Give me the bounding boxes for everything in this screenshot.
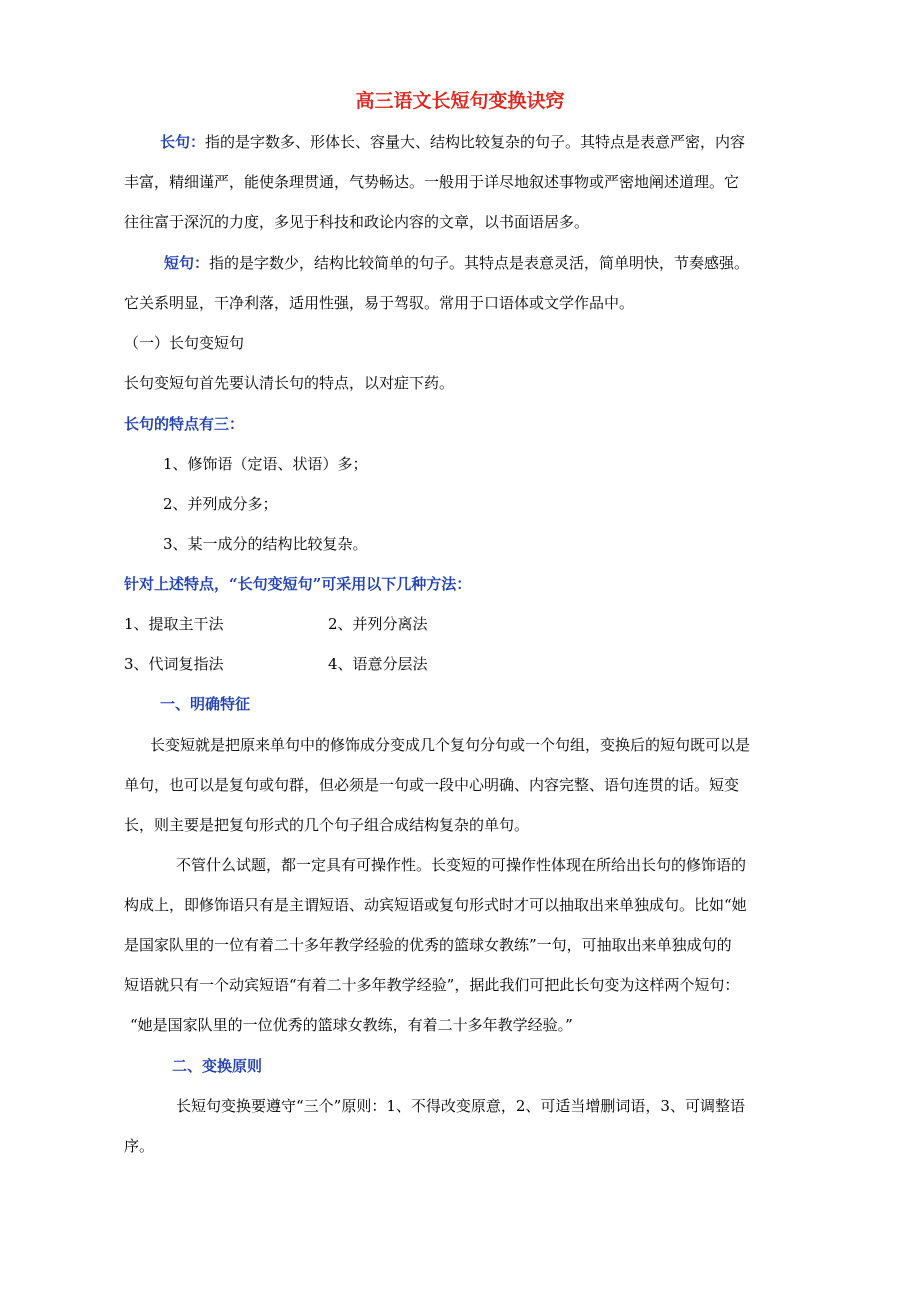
part1-para2-line: 短语就只有一个动宾短语“有着二十多年教学经验”，据此我们可把此长句变为这样两个短句： bbox=[124, 976, 740, 994]
features-heading: 长句的特点有三： bbox=[124, 415, 245, 433]
method-item: 4、语意分层法 bbox=[328, 655, 428, 673]
part1-para1-line: 长，则主要是把复句形式的几个句子组合成结构复杂的单句。 bbox=[124, 816, 530, 834]
part1-para2-line: 是国家队里的一位有着二十多年教学经验的优秀的篮球女教练”一句，可抽取出来单独成句的 bbox=[124, 936, 732, 954]
part2-heading: 二、变换原则 bbox=[172, 1057, 263, 1075]
short-sentence-line-2: 它关系明显，干净利落，适用性强，易于驾驭。常用于口语体或文学作品中。 bbox=[124, 294, 635, 312]
long-sentence-line-2: 丰富，精细谨严，能使条理贯通，气势畅达。一般用于详尽地叙述事物或严密地阐述道理。它 bbox=[124, 173, 740, 191]
part2-para-line: 序。 bbox=[124, 1137, 155, 1155]
feature-item: 2、并列成分多； bbox=[163, 495, 278, 513]
part1-heading: 一、明确特征 bbox=[160, 695, 251, 713]
method-item: 3、代词复指法 bbox=[124, 655, 224, 673]
part1-para2-line: 构成上，即修饰语只有是主谓短语、动宾短语或复句形式时才可以抽取出来单独成句。比如“她 bbox=[124, 896, 747, 914]
long-sentence-line-3: 往往富于深沉的力度，多见于科技和政论内容的文章，以书面语居多。 bbox=[124, 213, 590, 231]
method-item: 1、提取主干法 bbox=[124, 615, 224, 633]
feature-item: 1、修饰语（定语、状语）多； bbox=[163, 455, 368, 473]
method-item: 2、并列分离法 bbox=[328, 615, 428, 633]
methods-heading: 针对上述特点，“长句变短句”可采用以下几种方法： bbox=[124, 575, 472, 593]
short-sentence-line-1: 短句：指的是字数少，结构比较简单的句子。其特点是表意灵活，简单明快，节奏感强。 bbox=[164, 254, 750, 272]
feature-item: 3、某一成分的结构比较复杂。 bbox=[163, 535, 368, 553]
part2-para-line: 长短句变换要遵守“三个”原则：1、不得改变原意，2、可适当增删词语，3、可调整语 bbox=[176, 1097, 745, 1115]
short-sentence-label: 短句： bbox=[164, 254, 210, 272]
part1-para2-line: “她是国家队里的一位优秀的篮球女教练，有着二十多年教学经验。” bbox=[130, 1016, 573, 1034]
long-sentence-label: 长句： bbox=[160, 133, 206, 151]
section-heading: （一）长句变短句 bbox=[124, 334, 245, 352]
long-sentence-line-1: 长句：指的是字数多、形体长、容量大、结构比较复杂的句子。其特点是表意严密，内容 bbox=[160, 133, 746, 151]
part1-para1-line: 单句，也可以是复句或句群，但必须是一句或一段中心明确、内容完整、语句连贯的话。短变 bbox=[124, 776, 740, 794]
part1-para1-line: 长变短就是把原来单句中的修饰成分变成几个复句分句或一个句组，变换后的短句既可以是 bbox=[150, 736, 751, 754]
part1-para2-line: 不管什么试题，都一定具有可操作性。长变短的可操作性体现在所给出长句的修饰语的 bbox=[176, 856, 747, 874]
section-intro: 长句变短句首先要认清长句的特点，以对症下药。 bbox=[124, 374, 455, 392]
document-title: 高三语文长短句变换诀窍 bbox=[355, 90, 565, 112]
